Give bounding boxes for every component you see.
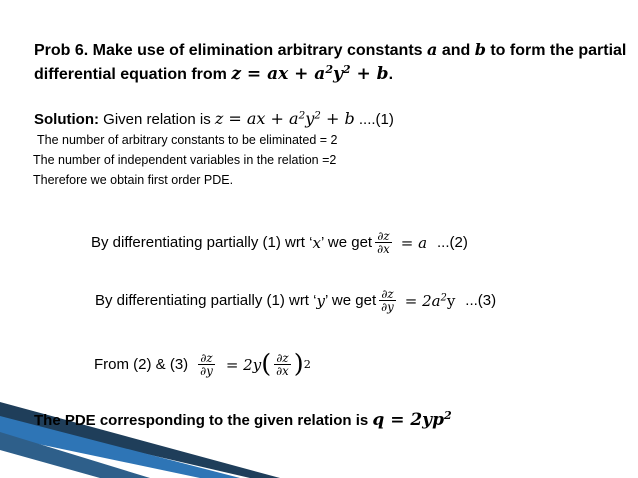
partial-z-x-fraction-2: $\frac{\partial z}{\partial x}$ <box>276 351 289 379</box>
problem-statement-line2: differential equation from z = ax + $a^2y^2 + b$. <box>34 62 394 84</box>
solution-line: Solution: Given relation is z = ax + $a^2y^2 + b$ ....(1) <box>34 109 394 128</box>
therefore-line: Therefore we obtain first order PDE. <box>33 173 234 187</box>
step-differentiate-y: By differentiating partially (1) wrt ‘ y ’ we get $\frac{\partial z}{\partial y}$ = $2a^2$ y ...(3) <box>95 287 497 315</box>
conclusion-line: The PDE corresponding to the given relation is $q = 2yp^2$ <box>34 408 452 430</box>
partial-z-x-fraction: $\frac{\partial z}{\partial x}$ <box>377 229 390 257</box>
problem-statement-line1: Prob 6. Make use of elimination arbitrary constants a and b to form the partial <box>34 40 627 59</box>
step-differentiate-x: By differentiating partially (1) wrt ‘ x ’ we get $\frac{\partial z}{\partial x}$ = a ...(2) <box>91 229 468 257</box>
variables-line: The number of independent variables in the relation =2 <box>33 153 337 167</box>
partial-z-y-fraction: $\frac{\partial z}{\partial y}$ <box>381 287 394 315</box>
constants-line: The number of arbitrary constants to be eliminated = 2 <box>37 133 338 147</box>
partial-z-y-fraction-2: $\frac{\partial z}{\partial y}$ <box>200 351 213 379</box>
solution-label: Solution: <box>34 111 99 128</box>
combine-step: From (2) & (3) $\frac{\partial z}{\partial y}$ = 2y ( $\frac{\partial z}{\partial x}$ ) 2 <box>94 349 311 380</box>
given-equation: z = ax + $a^2y^2 + b$ <box>214 109 355 128</box>
